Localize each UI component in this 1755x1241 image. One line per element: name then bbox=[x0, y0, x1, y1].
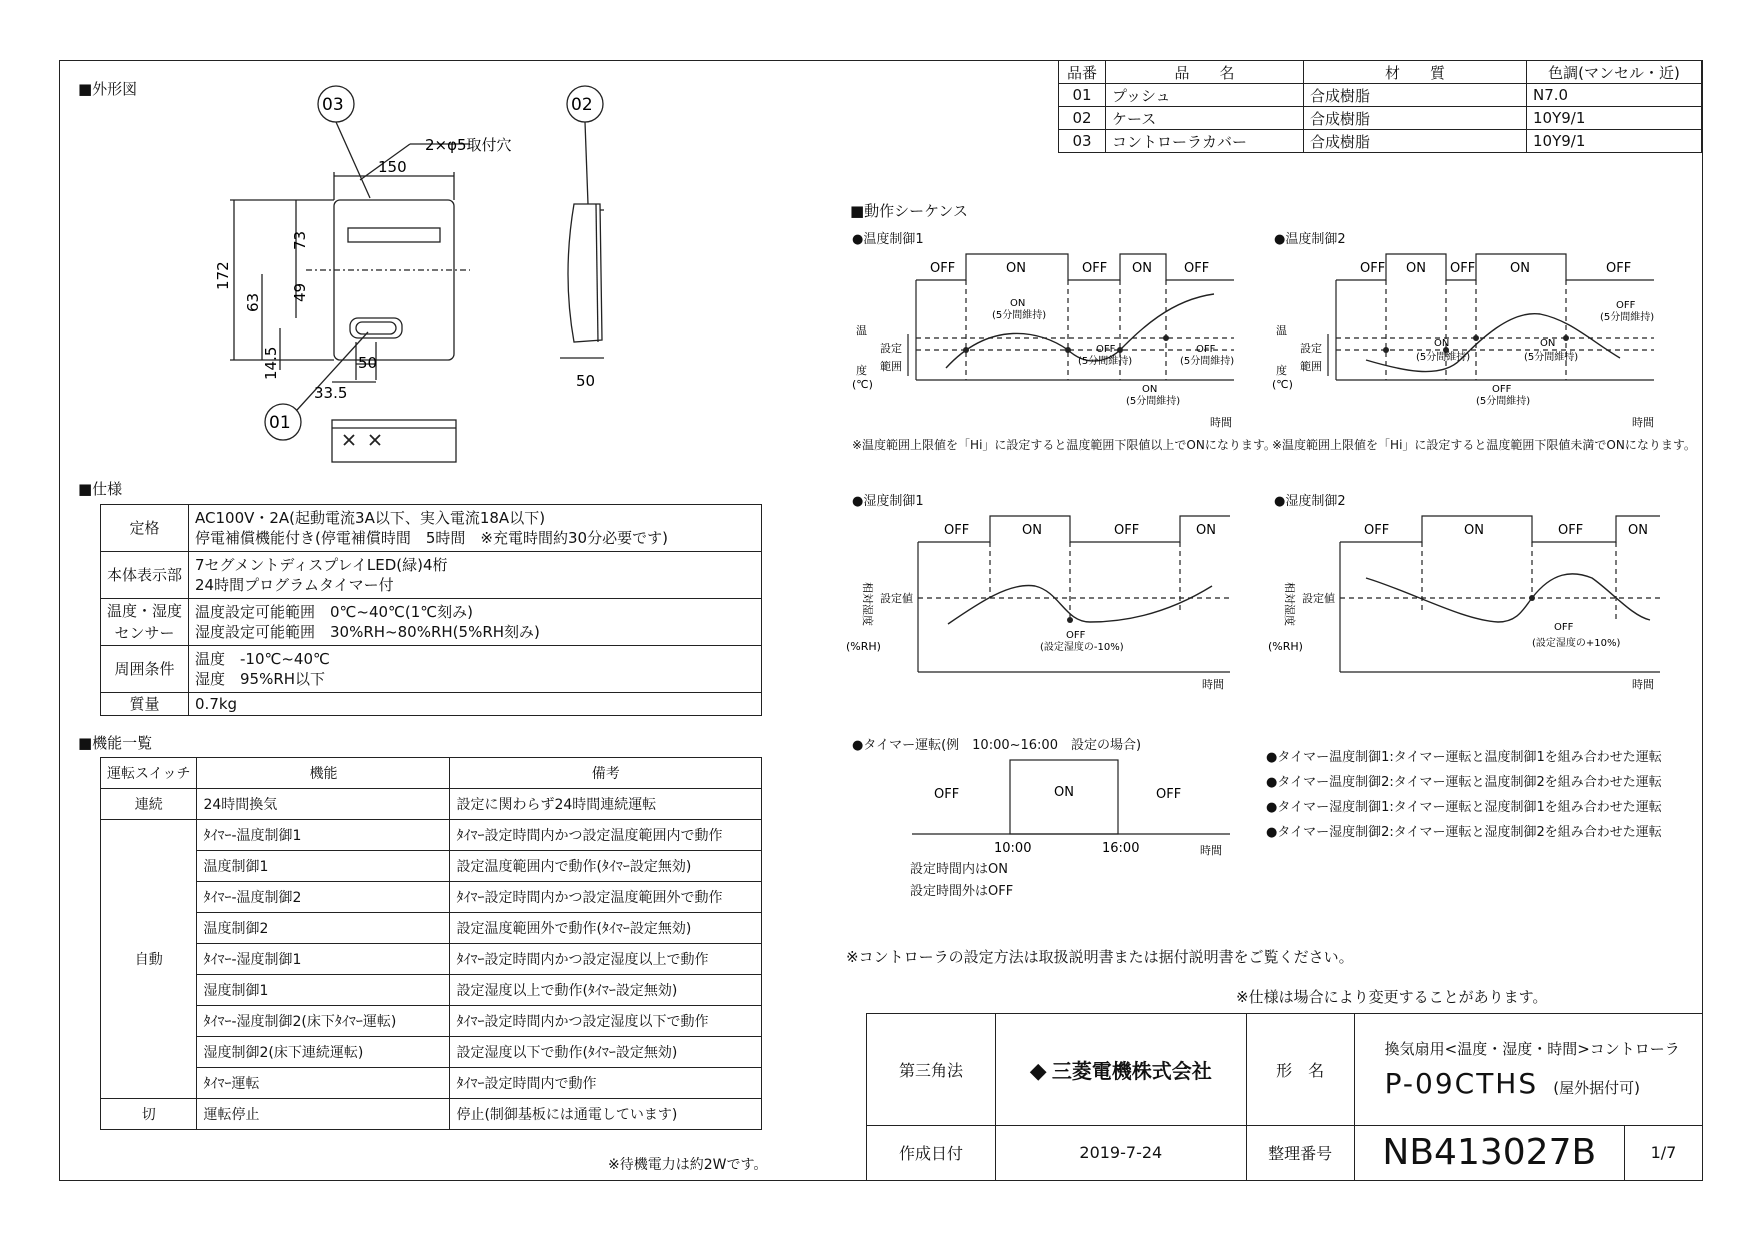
function-cell: ﾀｲﾏｰ-湿度制御1 bbox=[197, 944, 450, 975]
y-label: 度 bbox=[1276, 364, 1287, 377]
set-label: 設定値 bbox=[1302, 592, 1335, 605]
temp2-title: ●温度制御2 bbox=[1274, 232, 1346, 247]
function-cell: ﾀｲﾏｰ-温度制御1 bbox=[197, 820, 450, 851]
function-cell: ﾀｲﾏｰ運転 bbox=[197, 1068, 450, 1099]
spec-label: 周囲条件 bbox=[101, 646, 189, 693]
spec-label: 定格 bbox=[101, 505, 189, 552]
hum2-title: ●湿度制御2 bbox=[1274, 494, 1346, 509]
tick-label: 16:00 bbox=[1102, 841, 1140, 856]
y-label: 相対湿度 bbox=[861, 582, 874, 626]
functions-table bbox=[100, 757, 762, 1130]
annotation: OFF bbox=[1492, 384, 1512, 395]
model-label: 形 名 bbox=[1246, 1014, 1354, 1126]
state-label: ON bbox=[1054, 785, 1074, 800]
part-name: ケース bbox=[1106, 107, 1304, 130]
part-material: 合成樹脂 bbox=[1304, 130, 1527, 153]
temp1-diagram bbox=[850, 250, 1250, 430]
page-number: 1/7 bbox=[1624, 1125, 1702, 1180]
annotation: (5分間維持) bbox=[1126, 396, 1181, 407]
spec-label: 質量 bbox=[101, 693, 189, 716]
table-row bbox=[101, 851, 762, 882]
spec-value: 湿度 95%RH以下 bbox=[195, 670, 326, 688]
function-cell: 運転停止 bbox=[197, 1099, 450, 1130]
state-label: OFF bbox=[1558, 523, 1584, 538]
spec-value: 7セグメントディスプレイLED(緑)4桁 bbox=[195, 556, 448, 574]
dim-label: 49 bbox=[291, 282, 309, 302]
state-label: OFF bbox=[930, 261, 956, 276]
dim-label: 150 bbox=[378, 158, 407, 176]
switch-cell: 連続 bbox=[101, 789, 197, 820]
part-color: 10Y9/1 bbox=[1527, 130, 1702, 153]
annotation: (5分間維持) bbox=[1524, 352, 1579, 363]
state-label: ON bbox=[1006, 261, 1026, 276]
functions-title: ■機能一覧 bbox=[78, 734, 153, 752]
part-number: 02 bbox=[1059, 107, 1106, 130]
set-label: 設定値 bbox=[880, 592, 913, 605]
table-row bbox=[101, 505, 762, 552]
table-row bbox=[1059, 84, 1702, 107]
annotation: OFF bbox=[1554, 622, 1574, 633]
state-label: OFF bbox=[1156, 787, 1182, 802]
annotation: (5分間維持) bbox=[1476, 396, 1531, 407]
spec-value: 0.7kg bbox=[195, 695, 238, 713]
callout-label: 03 bbox=[322, 95, 344, 115]
part-material: 合成樹脂 bbox=[1304, 84, 1527, 107]
parts-header: 色調(マンセル・近) bbox=[1527, 61, 1702, 84]
table-row bbox=[101, 1006, 762, 1037]
table-row bbox=[101, 693, 762, 716]
table-row bbox=[101, 1068, 762, 1099]
outline-title: ■外形図 bbox=[78, 80, 138, 98]
annotation: (5分間維持) bbox=[992, 310, 1047, 321]
table-row bbox=[101, 913, 762, 944]
dim-label: 172 bbox=[214, 261, 232, 290]
part-number: 03 bbox=[1059, 130, 1106, 153]
state-label: OFF bbox=[1360, 261, 1386, 276]
dim-label: 50 bbox=[576, 372, 596, 390]
temp2-note: ※温度範囲上限値を「Hi」に設定すると温度範囲下限値未満でONになります。 bbox=[1272, 438, 1696, 452]
switch-cell: 自動 bbox=[101, 820, 197, 1099]
function-cell: 温度制御1 bbox=[197, 851, 450, 882]
display-window bbox=[348, 228, 440, 242]
spec-value: AC100V・2A(起動電流3A以下、実入電流18A以下) bbox=[195, 509, 546, 527]
table-row bbox=[101, 882, 762, 913]
parts-header: 品 名 bbox=[1106, 61, 1304, 84]
remark-cell: ﾀｲﾏｰ設定時間内かつ設定温度範囲内で動作 bbox=[450, 820, 762, 851]
sequence-title: ■動作シーケンス bbox=[850, 202, 968, 220]
remark-cell: ﾀｲﾏｰ設定時間内かつ設定湿度以下で動作 bbox=[450, 1006, 762, 1037]
function-cell: ﾀｲﾏｰ-温度制御2 bbox=[197, 882, 450, 913]
switch-cell: 切 bbox=[101, 1099, 197, 1130]
state-label: OFF bbox=[1114, 523, 1140, 538]
controller-note: ※コントローラの設定方法は取扱説明書または据付説明書をご覧ください。 bbox=[846, 948, 1354, 966]
remark-cell: ﾀｲﾏｰ設定時間内かつ設定温度範囲外で動作 bbox=[450, 882, 762, 913]
hole-label: 2×φ5取付穴 bbox=[425, 136, 512, 154]
state-label: ON bbox=[1628, 523, 1648, 538]
parts-header: 材 質 bbox=[1304, 61, 1527, 84]
remark-cell: 停止(制御基板には通電しています) bbox=[450, 1099, 762, 1130]
remark-cell: 設定湿度以上で動作(ﾀｲﾏｰ設定無効) bbox=[450, 975, 762, 1006]
functions-header: 備考 bbox=[450, 758, 762, 789]
state-label: OFF bbox=[1606, 261, 1632, 276]
spec-label: 温度・湿度 センサー bbox=[101, 599, 189, 646]
dim-label: 73 bbox=[291, 230, 309, 250]
timer-title: ●タイマー運転(例 10:00~16:00 設定の場合) bbox=[852, 738, 1142, 753]
table-row bbox=[101, 552, 762, 599]
part-color: 10Y9/1 bbox=[1527, 107, 1702, 130]
callout-label: 02 bbox=[571, 95, 593, 115]
state-label: OFF bbox=[1364, 523, 1390, 538]
table-row bbox=[101, 646, 762, 693]
number-label: 整理番号 bbox=[1246, 1125, 1354, 1180]
outline-drawing bbox=[200, 80, 640, 480]
set-label: 設定 bbox=[880, 342, 902, 355]
x-label: 時間 bbox=[1200, 844, 1222, 856]
y-label: (%RH) bbox=[846, 640, 881, 653]
remark-cell: ﾀｲﾏｰ設定時間内かつ設定湿度以上で動作 bbox=[450, 944, 762, 975]
remark-cell: 設定温度範囲内で動作(ﾀｲﾏｰ設定無効) bbox=[450, 851, 762, 882]
spec-value: 停電補償機能付き(停電補償時間 5時間 ※充電時間約30分必要です) bbox=[195, 529, 668, 547]
table-row bbox=[101, 975, 762, 1006]
part-color: N7.0 bbox=[1527, 84, 1702, 107]
annotation: ON bbox=[1142, 384, 1158, 395]
table-row bbox=[101, 789, 762, 820]
y-label: (℃) bbox=[852, 378, 873, 391]
spec-value: 温度 -10℃~40℃ bbox=[195, 650, 330, 668]
table-row bbox=[1059, 130, 1702, 153]
y-label: 度 bbox=[856, 364, 867, 377]
state-label: ON bbox=[1406, 261, 1426, 276]
state-label: ON bbox=[1132, 261, 1152, 276]
x-label: 時間 bbox=[1632, 678, 1654, 691]
y-label: 相対湿度 bbox=[1283, 582, 1296, 626]
projection-label: 第三角法 bbox=[867, 1014, 996, 1126]
set-label: 設定 bbox=[1300, 342, 1322, 355]
hum1-diagram bbox=[840, 512, 1240, 692]
annotation: OFF bbox=[1066, 630, 1086, 641]
annotation: (5分間維持) bbox=[1600, 312, 1655, 323]
set-label: 範囲 bbox=[880, 360, 902, 373]
function-cell: 温度制御2 bbox=[197, 913, 450, 944]
date-value: 2019-7-24 bbox=[995, 1125, 1246, 1180]
state-label: OFF bbox=[1450, 261, 1476, 276]
remark-cell: 設定に関わらず24時間連続運転 bbox=[450, 789, 762, 820]
title-block bbox=[866, 1013, 1703, 1181]
spec-value: 24時間プログラムタイマー付 bbox=[195, 576, 394, 594]
timer-diagram bbox=[910, 756, 1240, 856]
spec-table bbox=[100, 504, 762, 716]
table-row bbox=[101, 599, 762, 646]
state-label: ON bbox=[1022, 523, 1042, 538]
spec-title: ■仕様 bbox=[78, 480, 123, 498]
date-label: 作成日付 bbox=[867, 1125, 996, 1180]
temp1-title: ●温度制御1 bbox=[852, 232, 924, 247]
annotation: OFF bbox=[1616, 300, 1636, 311]
dim-label: 50 bbox=[358, 354, 378, 372]
dim-label: 63 bbox=[244, 292, 262, 312]
hum1-title: ●湿度制御1 bbox=[852, 494, 924, 509]
annotation: ON bbox=[1010, 298, 1026, 309]
annotation: (5分間維持) bbox=[1078, 356, 1133, 367]
remark-cell: ﾀｲﾏｰ設定時間内で動作 bbox=[450, 1068, 762, 1099]
parts-header: 品番 bbox=[1059, 61, 1106, 84]
company-name: 三菱電機株式会社 bbox=[1051, 1058, 1212, 1083]
hum2-diagram bbox=[1262, 512, 1682, 692]
spec-label: 本体表示部 bbox=[101, 552, 189, 599]
timer-note: 設定時間外はOFF bbox=[910, 884, 1014, 899]
part-name: プッシュ bbox=[1106, 84, 1304, 107]
remark-cell: 設定湿度以下で動作(ﾀｲﾏｰ設定無効) bbox=[450, 1037, 762, 1068]
dim-label: 14.5 bbox=[262, 346, 280, 380]
tick-label: 10:00 bbox=[994, 841, 1032, 856]
combo-note: ●タイマー温度制御2:タイマー運転と温度制御2を組み合わせた運転 bbox=[1266, 775, 1662, 790]
x-label: 時間 bbox=[1210, 416, 1232, 429]
functions-header: 機能 bbox=[197, 758, 450, 789]
function-cell: 湿度制御2(床下連続運転) bbox=[197, 1037, 450, 1068]
state-label: ON bbox=[1510, 261, 1530, 276]
annotation: OFF bbox=[1196, 344, 1216, 355]
spec-value: 温度設定可能範囲 0℃~40℃(1℃刻み) bbox=[195, 603, 474, 621]
annotation: (設定湿度の+10%) bbox=[1532, 638, 1621, 649]
remark-cell: 設定温度範囲外で動作(ﾀｲﾏｰ設定無効) bbox=[450, 913, 762, 944]
state-label: ON bbox=[1464, 523, 1484, 538]
drawing-number: NB413027B bbox=[1354, 1125, 1624, 1180]
temp2-diagram bbox=[1270, 250, 1690, 430]
functions-header: 運転スイッチ bbox=[101, 758, 197, 789]
combo-note: ●タイマー温度制御1:タイマー運転と温度制御1を組み合わせた運転 bbox=[1266, 750, 1662, 765]
state-label: OFF bbox=[1184, 261, 1210, 276]
temp1-note: ※温度範囲上限値を「Hi」に設定すると温度範囲下限値以上でONになります。 bbox=[852, 438, 1276, 452]
x-label: 時間 bbox=[1202, 678, 1224, 691]
product-name: 換気扇用<温度・湿度・時間>コントローラ bbox=[1384, 1040, 1680, 1059]
y-label: 温 bbox=[1276, 324, 1287, 337]
model-number: P-09CTHS bbox=[1384, 1067, 1539, 1101]
combo-note: ●タイマー湿度制御1:タイマー運転と湿度制御1を組み合わせた運転 bbox=[1266, 800, 1662, 815]
table-row bbox=[101, 1037, 762, 1068]
annotation: (設定湿度の-10%) bbox=[1040, 642, 1124, 653]
function-cell: ﾀｲﾏｰ-湿度制御2(床下ﾀｲﾏｰ運転) bbox=[197, 1006, 450, 1037]
state-label: OFF bbox=[1082, 261, 1108, 276]
annotation: (5分間維持) bbox=[1416, 352, 1471, 363]
annotation: OFF bbox=[1096, 344, 1116, 355]
table-row bbox=[1059, 107, 1702, 130]
state-label: OFF bbox=[944, 523, 970, 538]
x-label: 時間 bbox=[1632, 416, 1654, 429]
dim-label: 33.5 bbox=[314, 384, 348, 402]
timer-note: 設定時間内はON bbox=[910, 862, 1008, 877]
function-cell: 24時間換気 bbox=[197, 789, 450, 820]
part-material: 合成樹脂 bbox=[1304, 107, 1527, 130]
combo-note: ●タイマー湿度制御2:タイマー運転と湿度制御2を組み合わせた運転 bbox=[1266, 825, 1662, 840]
model-note: (屋外据付可) bbox=[1553, 1079, 1640, 1098]
y-label: 温 bbox=[856, 324, 867, 337]
spec-change-note: ※仕様は場合により変更することがあります。 bbox=[1236, 988, 1548, 1006]
annotation: ON bbox=[1434, 338, 1450, 349]
table-row bbox=[101, 944, 762, 975]
spec-value: 湿度設定可能範囲 30%RH~80%RH(5%RH刻み) bbox=[195, 623, 540, 641]
part-number: 01 bbox=[1059, 84, 1106, 107]
part-name: コントローラカバー bbox=[1106, 130, 1304, 153]
state-label: ON bbox=[1196, 523, 1216, 538]
mitsubishi-logo-icon: ◆ bbox=[1029, 1058, 1047, 1084]
y-label: (℃) bbox=[1272, 378, 1293, 391]
function-cell: 湿度制御1 bbox=[197, 975, 450, 1006]
table-row bbox=[101, 1099, 762, 1130]
standby-note: ※待機電力は約2Wです。 bbox=[608, 1157, 768, 1173]
parts-table bbox=[1058, 60, 1702, 153]
annotation: ON bbox=[1540, 338, 1556, 349]
annotation: (5分間維持) bbox=[1180, 356, 1235, 367]
set-label: 範囲 bbox=[1300, 360, 1322, 373]
y-label: (%RH) bbox=[1268, 640, 1303, 653]
state-label: OFF bbox=[934, 787, 960, 802]
callout-label: 01 bbox=[269, 413, 291, 433]
company-cell bbox=[995, 1014, 1246, 1126]
table-row bbox=[101, 820, 762, 851]
